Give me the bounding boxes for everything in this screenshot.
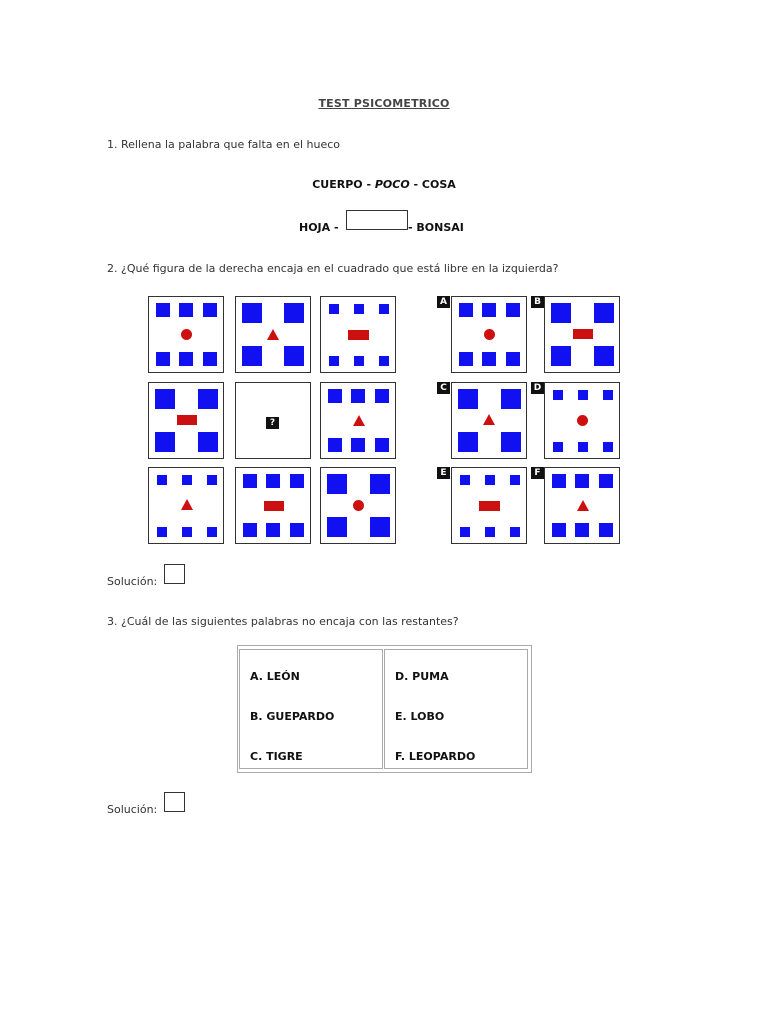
option-label-c: C [437,382,450,394]
solution-label-q3: Solución: [107,803,158,816]
example-word-2: POCO [374,178,410,191]
option-f[interactable] [544,467,620,544]
option-label-a: A [437,296,450,308]
word-options-table [237,645,532,773]
solution-box-q2[interactable] [164,564,185,584]
word-option-b: B. GUEPARDO [250,710,335,723]
option-d[interactable] [544,382,620,459]
matrix-cell-1-1 [148,296,224,373]
word-option-c: C. TIGRE [250,750,303,763]
word-option-d: D. PUMA [395,670,449,683]
option-label-f: F [531,467,544,479]
option-b[interactable] [544,296,620,373]
option-label-d: D [531,382,544,394]
example-word-1: CUERPO [312,178,363,191]
word-option-f: F. LEOPARDO [395,750,476,763]
solution-box-q3[interactable] [164,792,185,812]
solution-label-q2: Solución: [107,575,158,588]
word-column-left [239,649,383,769]
word-option-a: A. LEÓN [250,670,300,683]
puzzle-word-left: HOJA - [299,221,339,234]
puzzle-word-right: - BONSAI [408,221,464,234]
page-title: TEST PSICOMETRICO [318,97,450,110]
question-3-text: 3. ¿Cuál de las siguientes palabras no encaja con las restantes? [107,615,459,628]
answer-blank-box[interactable] [346,210,408,230]
matrix-cell-2-3 [320,382,396,459]
matrix-cell-3-3 [320,467,396,544]
question-2-text: 2. ¿Qué figura de la derecha encaja en el cuadrado que está libre en la izquierda? [107,262,559,275]
matrix-cell-1-3 [320,296,396,373]
example-word-chain: CUERPO - POCO - COSA [312,178,456,191]
matrix-cell-1-2 [235,296,311,373]
matrix-cell-3-2 [235,467,311,544]
word-column-right [384,649,528,769]
option-label-b: B [531,296,544,308]
matrix-cell-2-1 [148,382,224,459]
matrix-cell-3-1 [148,467,224,544]
example-word-3: COSA [421,178,456,191]
matrix-cell-missing[interactable] [235,382,311,459]
question-mark-icon: ? [266,417,279,429]
word-option-e: E. LOBO [395,710,445,723]
option-label-e: E [437,467,450,479]
question-1-text: 1. Rellena la palabra que falta en el hueco [107,138,341,151]
option-e[interactable] [451,467,527,544]
option-c[interactable] [451,382,527,459]
option-a[interactable] [451,296,527,373]
